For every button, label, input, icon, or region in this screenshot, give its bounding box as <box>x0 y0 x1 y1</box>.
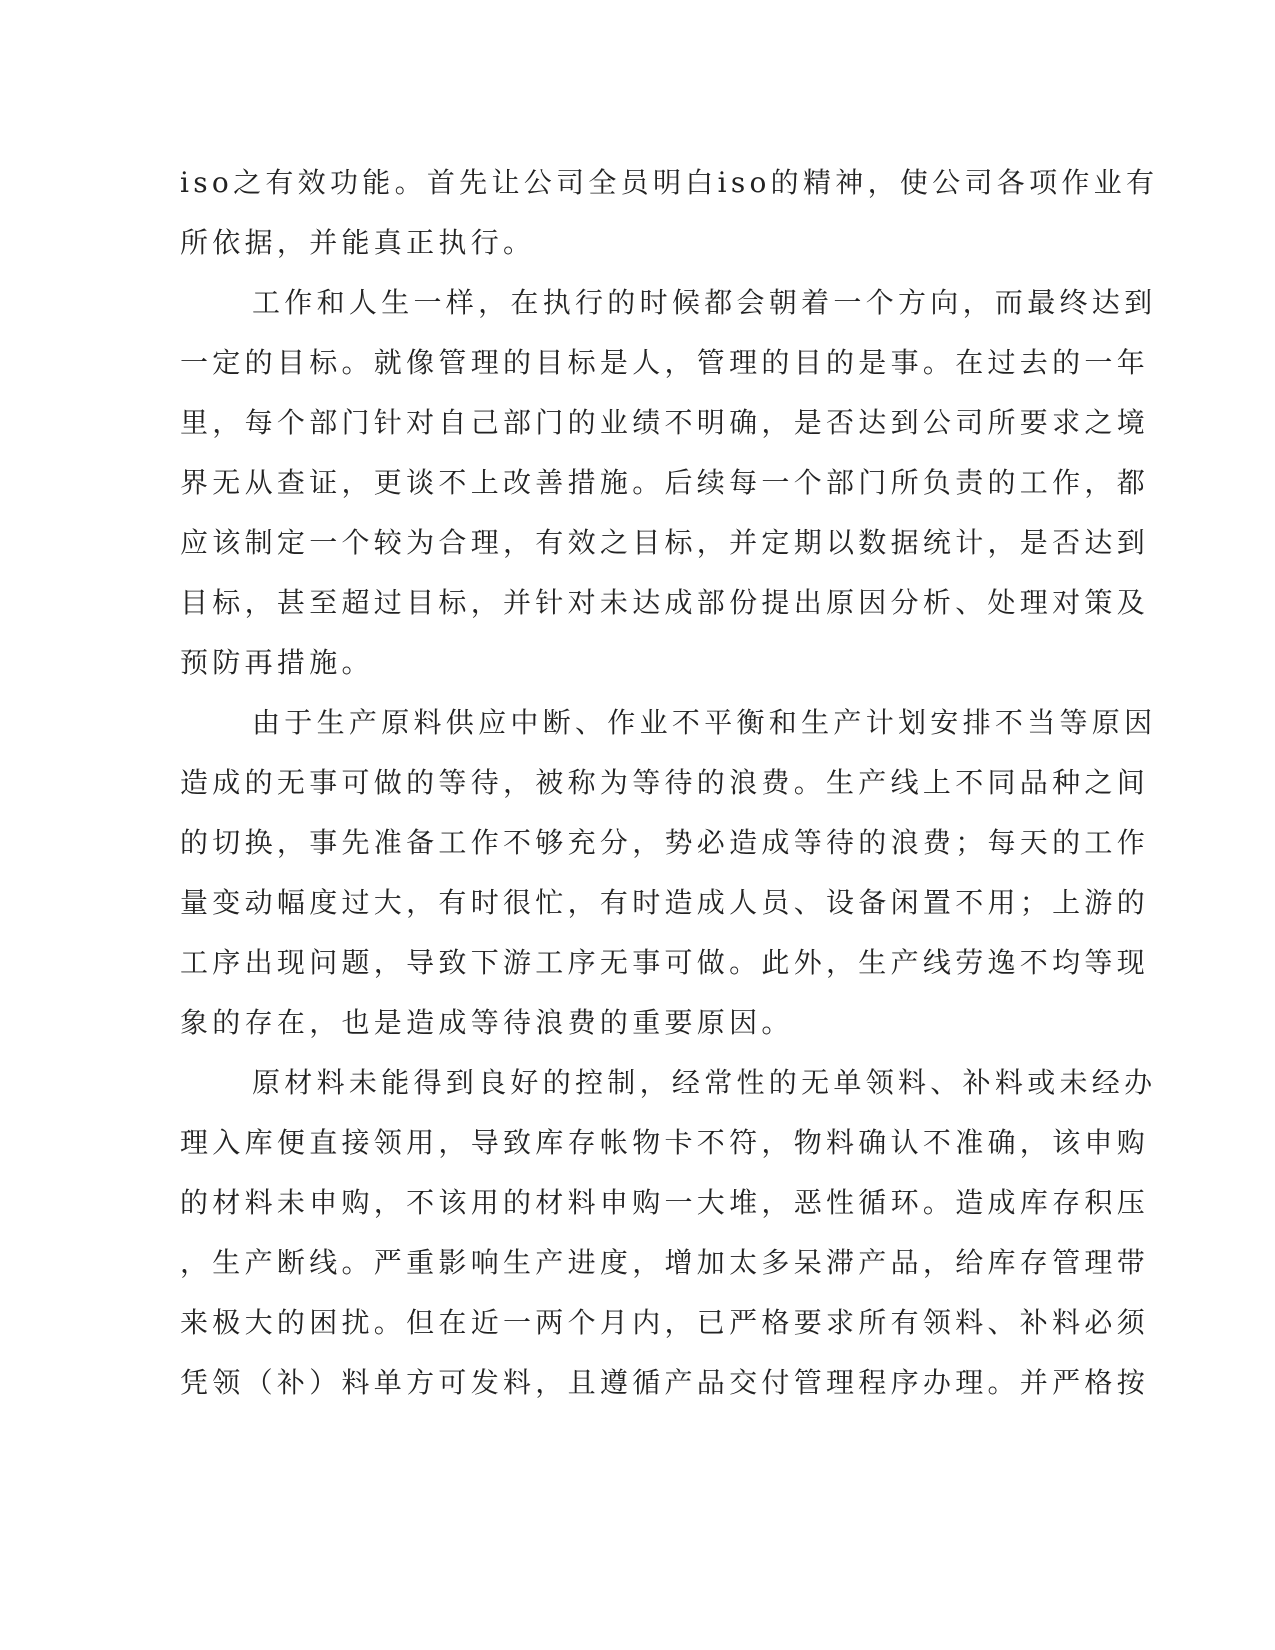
text-line: 原材料未能得到良好的控制，经常性的无单领料、补料或未经办 <box>252 1066 1157 1099</box>
text-line: 工序出现问题，导致下游工序无事可做。此外，生产线劳逸不均等现 <box>180 946 1150 979</box>
text-line: 来极大的困扰。但在近一两个月内，已严格要求所有领料、补料必须 <box>180 1306 1150 1339</box>
text-line: iso之有效功能。首先让公司全员明白iso的精神，使公司各项作业有 <box>180 166 1159 199</box>
text-line: 工作和人生一样，在执行的时候都会朝着一个方向，而最终达到 <box>252 286 1157 319</box>
text-line: 应该制定一个较为合理，有效之目标，并定期以数据统计，是否达到 <box>180 526 1150 559</box>
text-line: 理入库便直接领用，导致库存帐物卡不符，物料确认不准确，该申购 <box>180 1126 1150 1159</box>
text-line: 界无从查证，更谈不上改善措施。后续每一个部门所负责的工作，都 <box>180 466 1150 499</box>
paragraph <box>180 153 1159 273</box>
text-line: 目标，甚至超过目标，并针对未达成部份提出原因分析、处理对策及 <box>180 586 1150 619</box>
text-line: 量变动幅度过大，有时很忙，有时造成人员、设备闲置不用；上游的 <box>180 886 1150 919</box>
text-line: 凭领（补）料单方可发料，且遵循产品交付管理程序办理。并严格按 <box>180 1366 1150 1399</box>
text-line: 造成的无事可做的等待，被称为等待的浪费。生产线上不同品种之间 <box>180 766 1150 799</box>
paragraph <box>180 1053 1157 1413</box>
text-line: 的切换，事先准备工作不够充分，势必造成等待的浪费；每天的工作 <box>180 826 1150 859</box>
text-line: 所依据，并能真正执行。 <box>180 226 536 259</box>
paragraph <box>180 693 1157 1053</box>
text-line: ，生产断线。严重影响生产进度，增加太多呆滞产品，给库存管理带 <box>180 1246 1150 1279</box>
text-line: 里，每个部门针对自己部门的业绩不明确，是否达到公司所要求之境 <box>180 406 1150 439</box>
text-line: 预防再措施。 <box>180 646 374 679</box>
text-line: 一定的目标。就像管理的目标是人，管理的目的是事。在过去的一年 <box>180 346 1150 379</box>
paragraph <box>180 273 1157 693</box>
text-line: 的材料未申购，不该用的材料申购一大堆，恶性循环。造成库存积压 <box>180 1186 1150 1219</box>
document-body <box>180 153 1159 1413</box>
text-line: 象的存在，也是造成等待浪费的重要原因。 <box>180 1006 794 1039</box>
text-line: 由于生产原料供应中断、作业不平衡和生产计划安排不当等原因 <box>252 706 1157 739</box>
